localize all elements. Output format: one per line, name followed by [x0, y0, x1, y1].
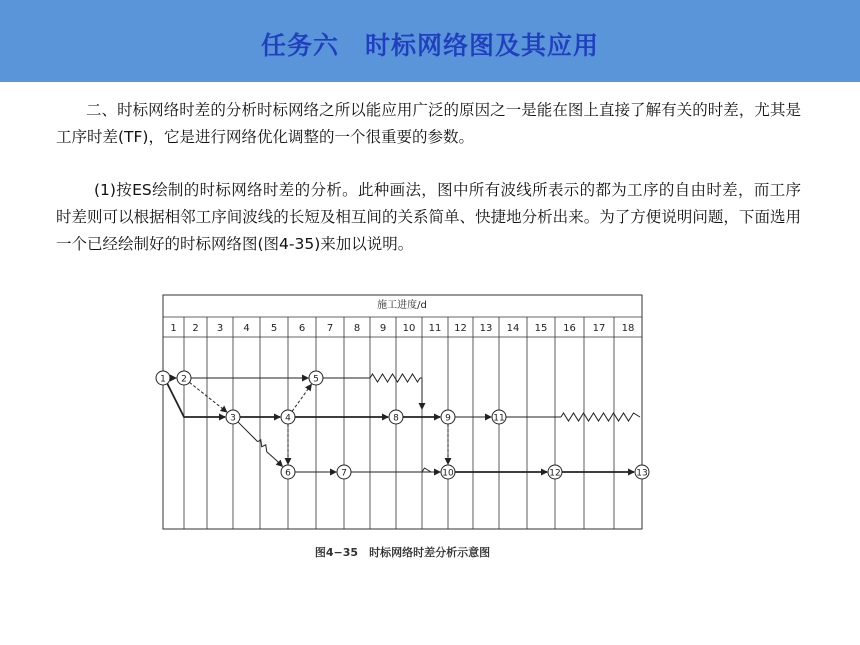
free-float-wave [422, 468, 431, 472]
event-node-label: 3 [230, 413, 236, 424]
activity-arrow [276, 460, 282, 466]
event-node-label: 12 [549, 468, 561, 479]
day-label: 4 [243, 323, 250, 334]
free-float-wave [370, 374, 420, 382]
scale-title: 施工进度/d [377, 300, 427, 311]
day-label: 15 [534, 323, 548, 334]
day-label: 16 [563, 323, 576, 334]
activity-arrows [167, 374, 640, 472]
day-label: 17 [592, 323, 606, 334]
event-node-label: 13 [636, 468, 648, 479]
paragraph-time-difference-intro: 二、时标网络时差的分析时标网络之所以能应用广泛的原因之一是能在图上直接了解有关的时差，尤其是工序时差(TF)，它是进行网络优化调整的一个很重要的参数。 [56, 101, 801, 146]
day-label: 12 [454, 323, 467, 334]
day-label: 7 [326, 323, 334, 334]
day-labels [170, 323, 634, 334]
day-label: 6 [298, 323, 306, 334]
event-node-label: 4 [285, 413, 291, 424]
day-label: 8 [353, 323, 361, 334]
paragraph-es-analysis: (1)按ES绘制的时标网络时差的分析。此种画法，图中所有波线所表示的都为工序的自由时差，而工序时差则可以根据相邻工序间波线的长短及相互间的关系简单、快捷地分析出来。为了方便说明问题，下面选用一个已经绘制好的时标网络图(图4-35)来加以说明。 [56, 181, 801, 253]
event-node-label: 2 [181, 374, 187, 385]
day-label: 1 [170, 323, 177, 334]
activity-arrow [189, 382, 226, 412]
day-label: 13 [479, 323, 493, 334]
event-nodes [156, 371, 649, 479]
activity-arrow [292, 384, 311, 411]
event-node-label: 7 [341, 468, 347, 479]
event-node-label: 10 [442, 468, 454, 479]
event-node-label: 1 [160, 374, 166, 385]
figure-caption: 图4−35 时标网络时差分析示意图 [314, 546, 491, 559]
free-float-wave [258, 440, 276, 460]
day-label: 2 [192, 323, 199, 334]
event-node-label: 5 [313, 374, 319, 385]
day-label: 9 [379, 323, 387, 334]
day-label: 11 [428, 323, 442, 334]
day-label: 18 [621, 323, 635, 334]
time-scaled-network-diagram [160, 293, 648, 533]
activity-arrow [238, 422, 258, 442]
event-node-label: 8 [393, 413, 399, 424]
day-label: 5 [270, 323, 278, 334]
day-label: 3 [216, 323, 224, 334]
activity-arrow [167, 383, 225, 417]
slide-title: 任务六 时标网络图及其应用 [260, 31, 599, 60]
event-node-label: 9 [445, 413, 451, 424]
day-label: 14 [506, 323, 520, 334]
event-node-label: 6 [285, 468, 291, 479]
day-label: 10 [402, 323, 416, 334]
free-float-wave [561, 413, 640, 421]
event-node-label: 11 [493, 413, 505, 424]
